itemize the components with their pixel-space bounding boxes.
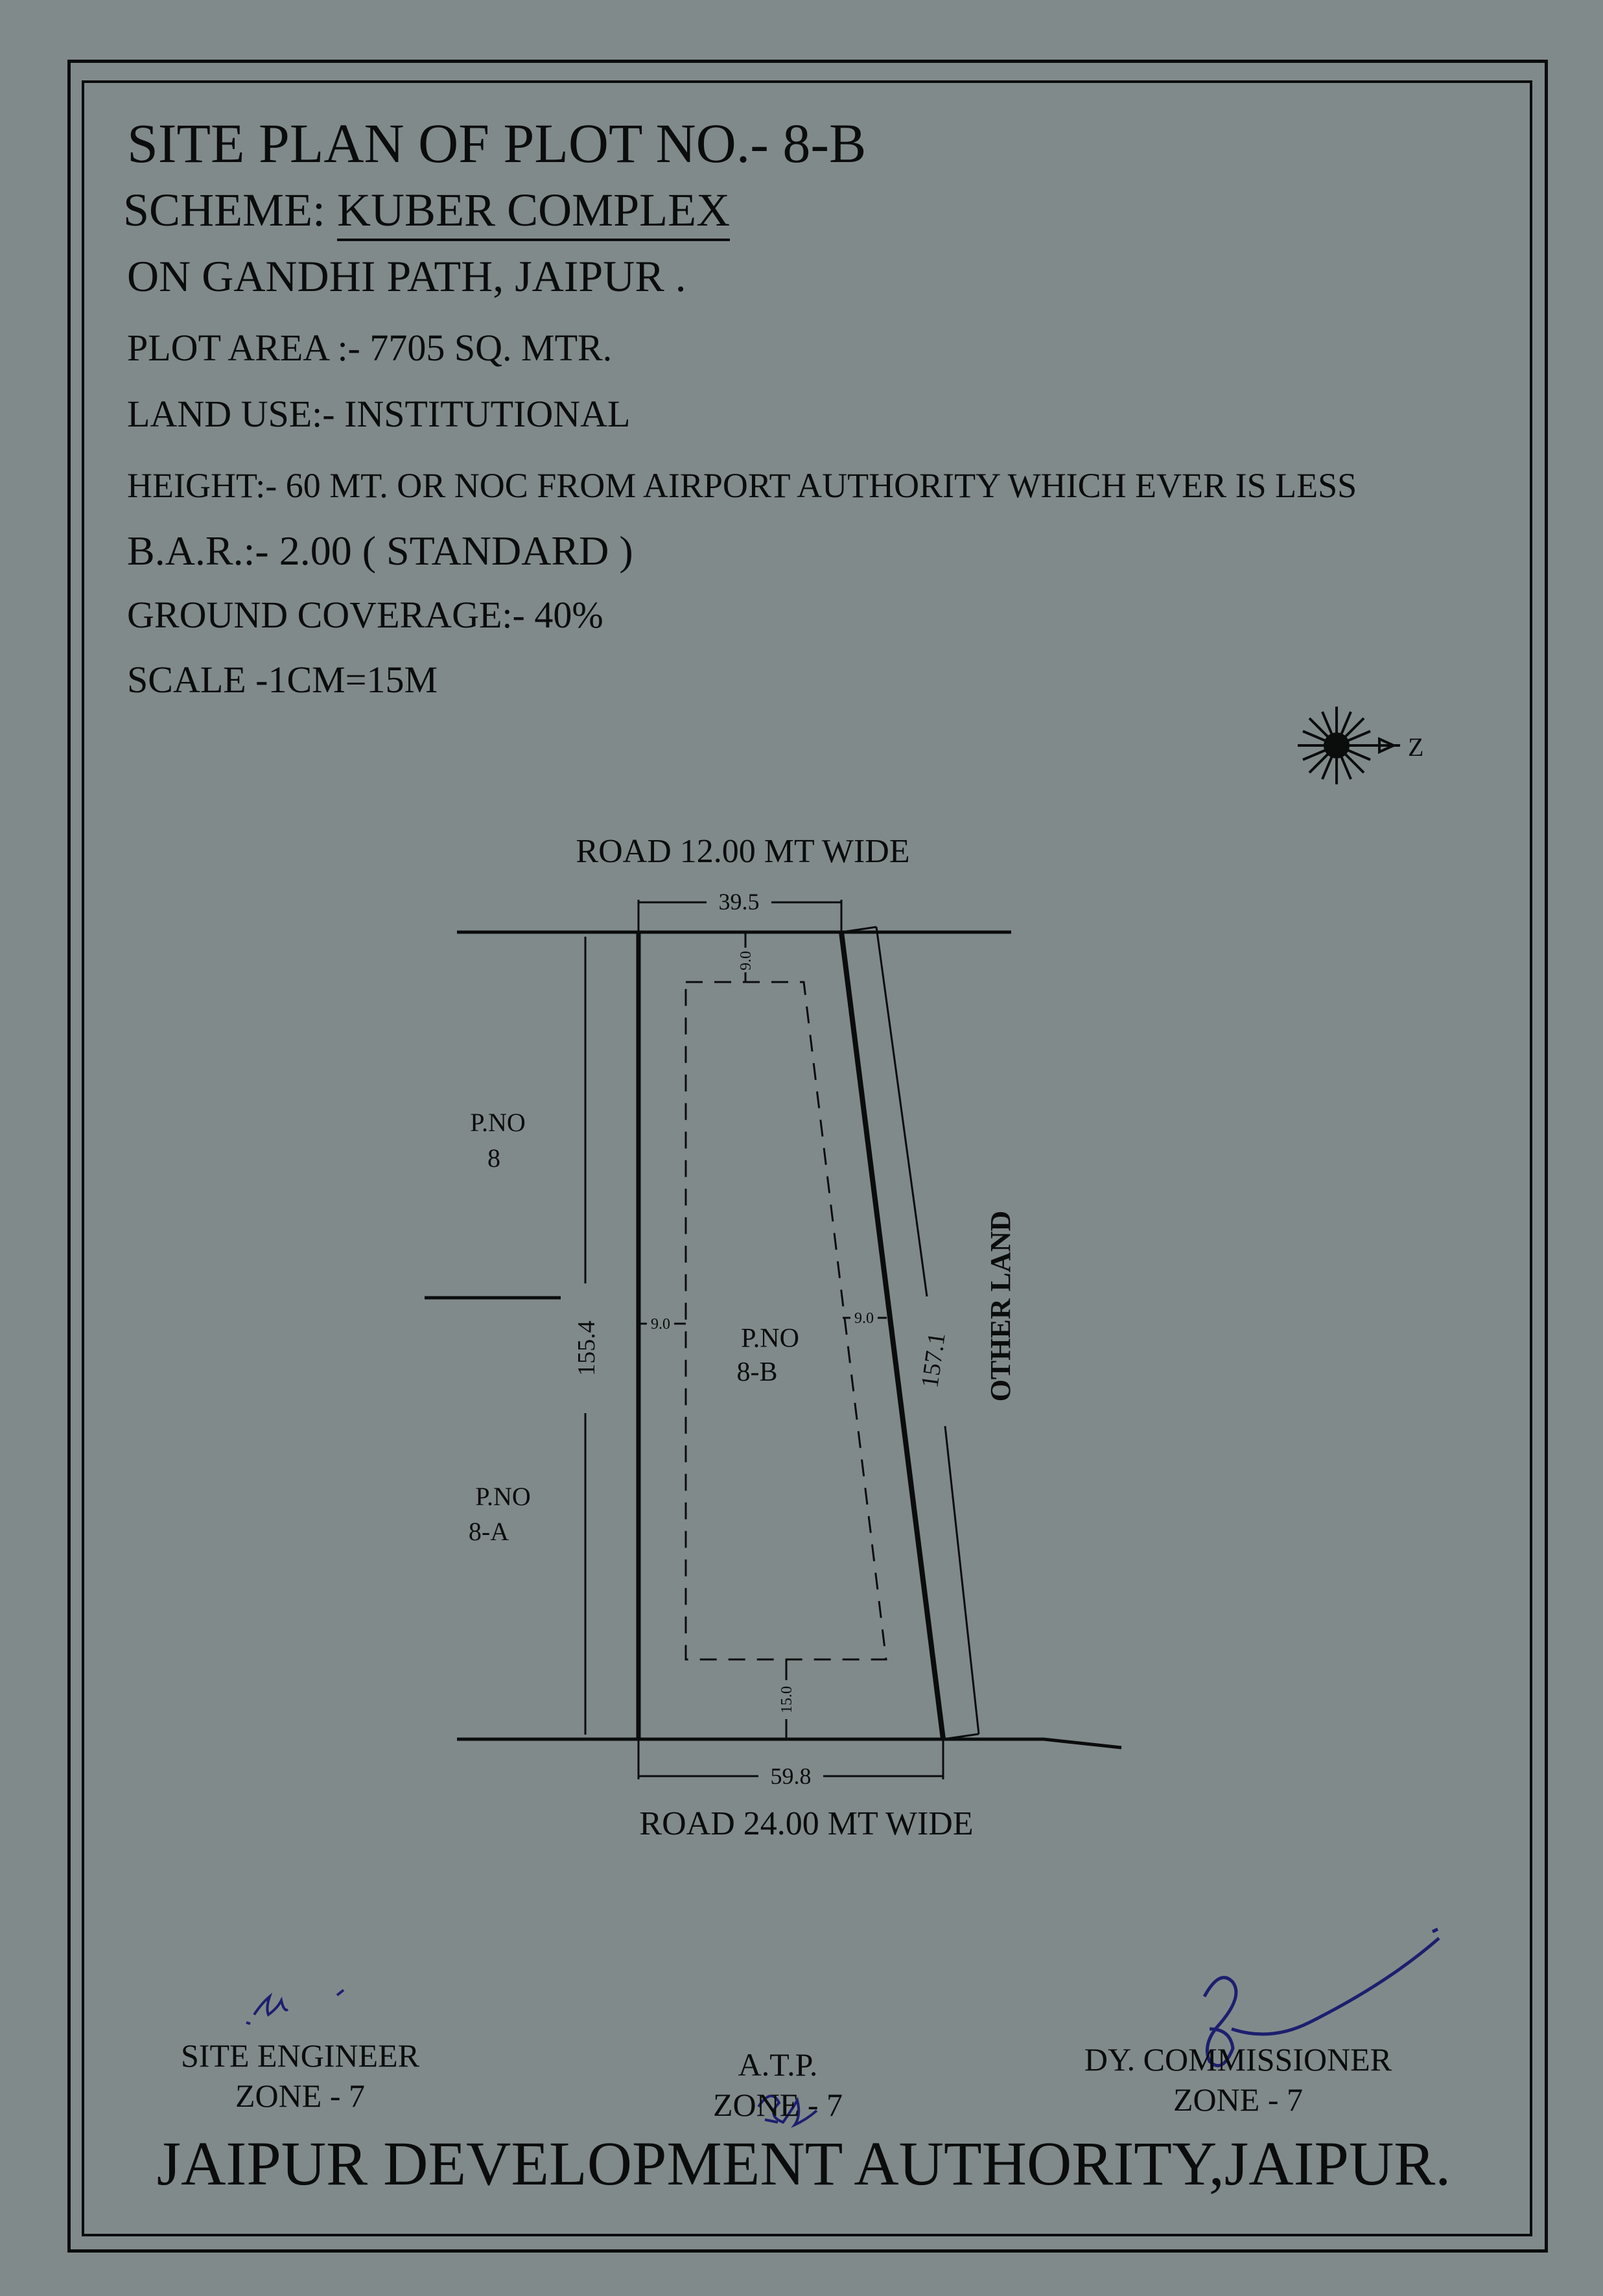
neighbor-bottom-line1: P.NO xyxy=(475,1482,531,1511)
height-line: HEIGHT:- 60 MT. OR NOC FROM AIRPORT AUTHORITY WHICH EVER IS LESS xyxy=(127,466,1357,505)
north-label: Z xyxy=(1408,732,1424,762)
setback-right-label: 9.0 xyxy=(854,1310,874,1327)
plan-title: SITE PLAN OF PLOT NO.- 8-B xyxy=(127,112,867,174)
signatory-atp xyxy=(655,2044,901,2125)
plot-label-line1: P.NO xyxy=(741,1324,799,1353)
dim-left-label: 155.4 xyxy=(573,1320,600,1376)
location-line: ON GANDHI PATH, JAIPUR . xyxy=(127,252,686,301)
site-engineer-signature xyxy=(246,1990,344,2024)
signatory-zone: ZONE - 7 xyxy=(1173,2081,1303,2118)
plot-area-line: PLOT AREA :- 7705 SQ. MTR. xyxy=(127,327,613,369)
signatory-zone: ZONE - 7 xyxy=(235,2078,365,2114)
other-land-label: OTHER LAND xyxy=(985,1210,1016,1402)
neighbor-top-line1: P.NO xyxy=(470,1108,526,1137)
dim-top-label: 39.5 xyxy=(718,889,760,915)
issuing-authority: JAIPUR DEVELOPMENT AUTHORITY,JAIPUR. xyxy=(156,2129,1451,2198)
neighbor-top-line2: 8 xyxy=(487,1143,500,1173)
scheme-label: SCHEME: xyxy=(123,184,326,236)
setback-rear-label: 15.0 xyxy=(778,1686,795,1713)
compass-rose-icon xyxy=(1298,707,1400,784)
ground-coverage-line: GROUND COVERAGE:- 40% xyxy=(127,594,603,636)
road-bottom-label: ROAD 24.00 MT WIDE xyxy=(639,1805,974,1842)
signatory-title: SITE ENGINEER xyxy=(181,2037,419,2074)
road-top-label: ROAD 12.00 MT WIDE xyxy=(576,833,910,870)
bar-line: B.A.R.:- 2.00 ( STANDARD ) xyxy=(127,528,633,574)
dimension-right xyxy=(841,927,979,1739)
setback-left-label: 9.0 xyxy=(651,1316,670,1333)
dim-right-label: 157.1 xyxy=(916,1331,951,1390)
scale-line: SCALE -1CM=15M xyxy=(127,659,438,701)
neighbor-bottom-line2: 8-A xyxy=(468,1517,509,1546)
signatory-site-engineer xyxy=(148,2035,452,2116)
land-use-line: LAND USE:- INSTITUTIONAL xyxy=(127,393,631,435)
setback-front-label: 9.0 xyxy=(738,951,755,970)
signatory-title: DY. COMMISSIONER xyxy=(1084,2041,1392,2078)
road-bottom-extension xyxy=(943,1739,1121,1748)
signatory-zone: ZONE - 7 xyxy=(713,2087,843,2123)
plot-label-line2: 8-B xyxy=(736,1357,778,1387)
signatory-dy-commissioner xyxy=(1063,2039,1413,2120)
signatory-title: A.T.P. xyxy=(738,2046,818,2083)
dim-bottom-label: 59.8 xyxy=(770,1763,812,1789)
scheme-name: KUBER COMPLEX xyxy=(337,184,730,241)
